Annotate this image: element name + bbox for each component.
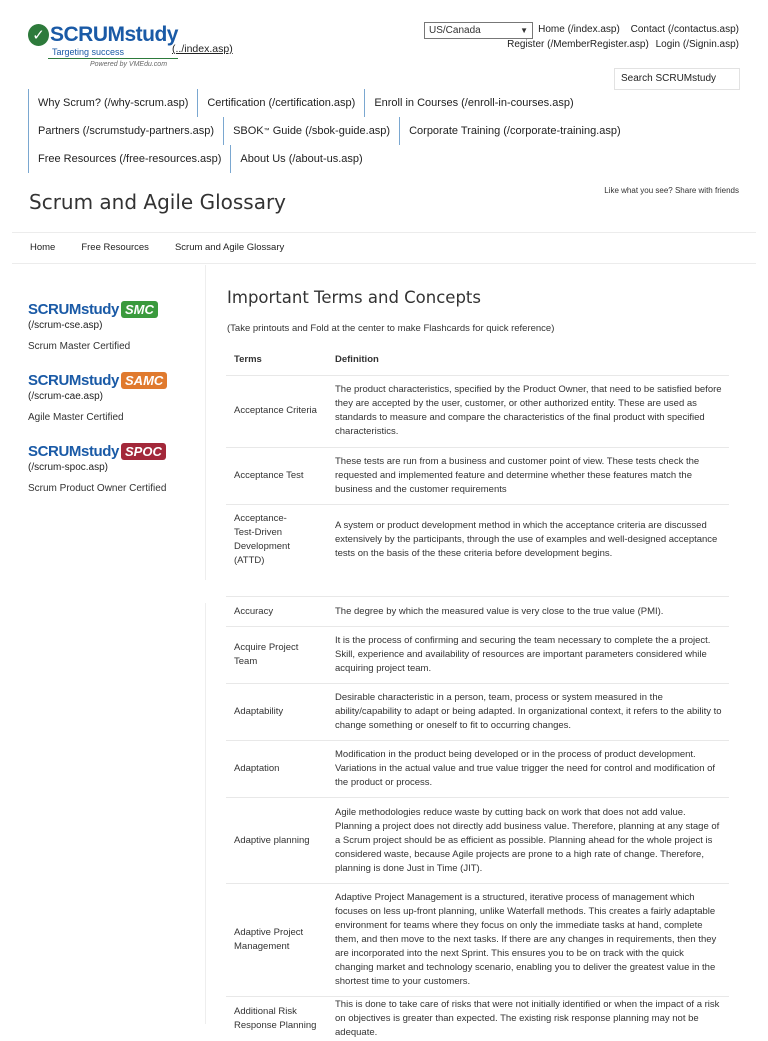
term-cell: Acceptance Criteria — [226, 375, 327, 447]
nav-row-3 — [28, 145, 648, 173]
term-cell: Additional Risk Response Planning — [226, 997, 327, 1041]
smc-name: Scrum Master Certified — [28, 341, 131, 352]
nav-row-1 — [28, 89, 648, 117]
spoc-url[interactable]: (/scrum-spoc.asp) — [28, 462, 109, 473]
samc-logo-word: SCRUMstudy — [28, 371, 120, 389]
logo-link[interactable]: (../index.asp) — [172, 43, 233, 55]
nav-corporate-training[interactable]: Corporate Training (/corporate-training.asp) — [399, 117, 630, 145]
cert-spoc[interactable] — [28, 442, 198, 494]
definition-cell: The product characteristics, specified by the Product Owner, that need to be satisfied before they are accepted by the user, customer, or other authorized entity. These are used as standards to measure and compare the characteristics of the final product with specified characteristics. — [327, 375, 729, 447]
search-input[interactable]: Search SCRUMstudy — [614, 68, 740, 90]
cert-smc[interactable] — [28, 300, 198, 352]
top-links-row2 — [503, 39, 739, 50]
smc-logo — [28, 300, 198, 318]
main-nav — [28, 89, 648, 173]
term-cell: Acquire Project Team — [226, 627, 327, 684]
register-link[interactable]: Register (/MemberRegister.asp) — [507, 39, 649, 50]
table-row — [226, 884, 729, 997]
table-row — [226, 997, 729, 1041]
check-icon: ✓ — [28, 24, 49, 46]
cert-samc[interactable] — [28, 371, 198, 423]
trademark: ™ — [263, 128, 270, 134]
term-cell: Acceptance Test — [226, 447, 327, 504]
definition-cell: It is the process of confirming and securing the team necessary to complete the a project. Skill, experience and availability of resources are important parameters considered while acquiring project team. — [327, 627, 729, 684]
smc-url[interactable]: (/scrum-cse.asp) — [28, 320, 103, 331]
table-row — [226, 627, 729, 684]
samc-logo — [28, 371, 198, 389]
definition-cell: The degree by which the measured value is very close to the true value (PMI). — [327, 597, 729, 627]
share-text: Like what you see? Share with friends — [604, 186, 739, 195]
breadcrumb-glossary[interactable]: Scrum and Agile Glossary — [174, 242, 285, 253]
divider — [12, 263, 756, 264]
logo-tagline: Targeting success — [52, 47, 125, 57]
region-value: US/Canada — [429, 25, 481, 36]
breadcrumb-home[interactable]: Home — [30, 242, 56, 253]
table-header-row — [226, 345, 729, 375]
column-header-definition: Definition — [335, 353, 379, 365]
table-row — [226, 597, 729, 627]
samc-url[interactable]: (/scrum-cae.asp) — [28, 391, 104, 402]
page-title: Scrum and Agile Glossary — [29, 190, 287, 214]
top-links-row1 — [530, 24, 739, 35]
scrumstudy-logo[interactable] — [28, 24, 178, 76]
nav-free-resources[interactable]: Free Resources (/free-resources.asp) — [28, 145, 230, 173]
table-row — [226, 741, 729, 798]
smc-logo-word: SCRUMstudy — [28, 300, 120, 318]
home-link[interactable]: Home (/index.asp) — [538, 24, 620, 35]
divider — [12, 232, 756, 233]
logo-brand — [28, 24, 178, 46]
table-row — [226, 447, 729, 504]
definition-cell: This is done to take care of risks that were not initially identified or when the impact of a risk on objectives is greater than expected. The existing risk response planning may not be adequate. — [327, 997, 729, 1041]
sbok-text: SBOK — [233, 125, 264, 137]
definition-cell: A system or product development method in which the acceptance criteria are discussed extensively by the participants, through the use of examples and well-designed acceptance tests on the basis of the these criteria before development begins. — [327, 504, 729, 576]
nav-about-us[interactable]: About Us (/about-us.asp) — [230, 145, 371, 173]
contact-link[interactable]: Contact (/contactus.asp) — [630, 24, 739, 35]
definition-cell: Agile methodologies reduce waste by cutting back on work that does not add value. Planning a project does not directly add business value. Therefore, planning at any stage of a Scrum project should be as efficient as possible. Planning ahead for the whole project is considered waste, because Agile projects are prone to a high rate of change. Therefore, planning is done Just in Time (JIT). — [327, 798, 729, 884]
definition-cell: Modification in the product being developed or in the process of product development. Variations in the actual value and true value trigger the need for control and modification of the product or process. — [327, 741, 729, 798]
term-cell: Adaptability — [226, 684, 327, 741]
term-cell: Adaptive planning — [226, 798, 327, 884]
spoc-logo — [28, 442, 198, 460]
column-divider — [205, 265, 206, 580]
samc-name: Agile Master Certified — [28, 412, 124, 423]
term-cell: Adaptive Project Management — [226, 884, 327, 997]
smc-badge: SMC — [121, 301, 158, 318]
breadcrumb-free-resources[interactable]: Free Resources — [81, 242, 149, 253]
term-cell: Acceptance-Test-Driven Development (ATTD) — [226, 504, 327, 576]
region-select[interactable] — [424, 22, 533, 39]
logo-powered: Powered by VMEdu.com — [90, 61, 168, 68]
term-cell: Adaptation — [226, 741, 327, 798]
logo-word: SCRUMstudy — [49, 23, 178, 46]
table-row — [226, 798, 729, 884]
definition-cell: These tests are run from a business and customer point of view. These tests check the requested and implemented feature and determine whether these features match the business and the customer requirements — [327, 447, 729, 504]
table-row — [226, 504, 729, 576]
spoc-badge: SPOC — [121, 443, 166, 460]
sidebar — [28, 300, 198, 513]
spoc-logo-word: SCRUMstudy — [28, 442, 120, 460]
definition-cell: Adaptive Project Management is a structured, iterative process of management which focuses on less up-front planning, unlike Waterfall methods. This creates a fairly adaptable environment for teams where they focus on only the immediate tasks at hand, complete them, and then move to the next tasks. If there are any changes in requirements, then they are incorporated into the next Sprint. This ensures you to be on track with the quick changing market and technology scenario, enabling you to deliver the greatest value in the shortest time to your customers. — [327, 884, 729, 997]
login-link[interactable]: Login (/Signin.asp) — [655, 39, 739, 50]
section-heading: Important Terms and Concepts — [227, 288, 482, 307]
samc-badge: SAMC — [121, 372, 167, 389]
glossary-table-continued — [226, 596, 729, 1041]
dropdown-caret-icon: ▼ — [520, 26, 528, 35]
breadcrumb — [30, 242, 310, 253]
nav-row-2 — [28, 117, 648, 145]
column-header-terms: Terms — [234, 353, 262, 365]
nav-sbok-guide[interactable] — [223, 117, 399, 145]
nav-certification[interactable]: Certification (/certification.asp) — [197, 89, 364, 117]
table-row — [226, 684, 729, 741]
nav-partners[interactable]: Partners (/scrumstudy-partners.asp) — [28, 117, 223, 145]
term-cell: Accuracy — [226, 597, 327, 627]
intro-text: (Take printouts and Fold at the center to make Flashcards for quick reference) — [227, 323, 555, 334]
nav-why-scrum[interactable]: Why Scrum? (/why-scrum.asp) — [28, 89, 197, 117]
definition-cell: Desirable characteristic in a person, team, process or system measured in the ability/capability to adapt or being adapted. In organizational context, it refers to the ability to change something or oneself to fit to occurring changes. — [327, 684, 729, 741]
nav-enroll[interactable]: Enroll in Courses (/enroll-in-courses.asp) — [364, 89, 582, 117]
spoc-name: Scrum Product Owner Certified — [28, 483, 167, 494]
logo-divider — [48, 58, 178, 59]
table-row — [226, 375, 729, 447]
column-divider — [205, 603, 206, 1024]
sbok-guide-text: Guide (/sbok-guide.asp) — [269, 125, 391, 137]
glossary-table — [226, 345, 729, 576]
